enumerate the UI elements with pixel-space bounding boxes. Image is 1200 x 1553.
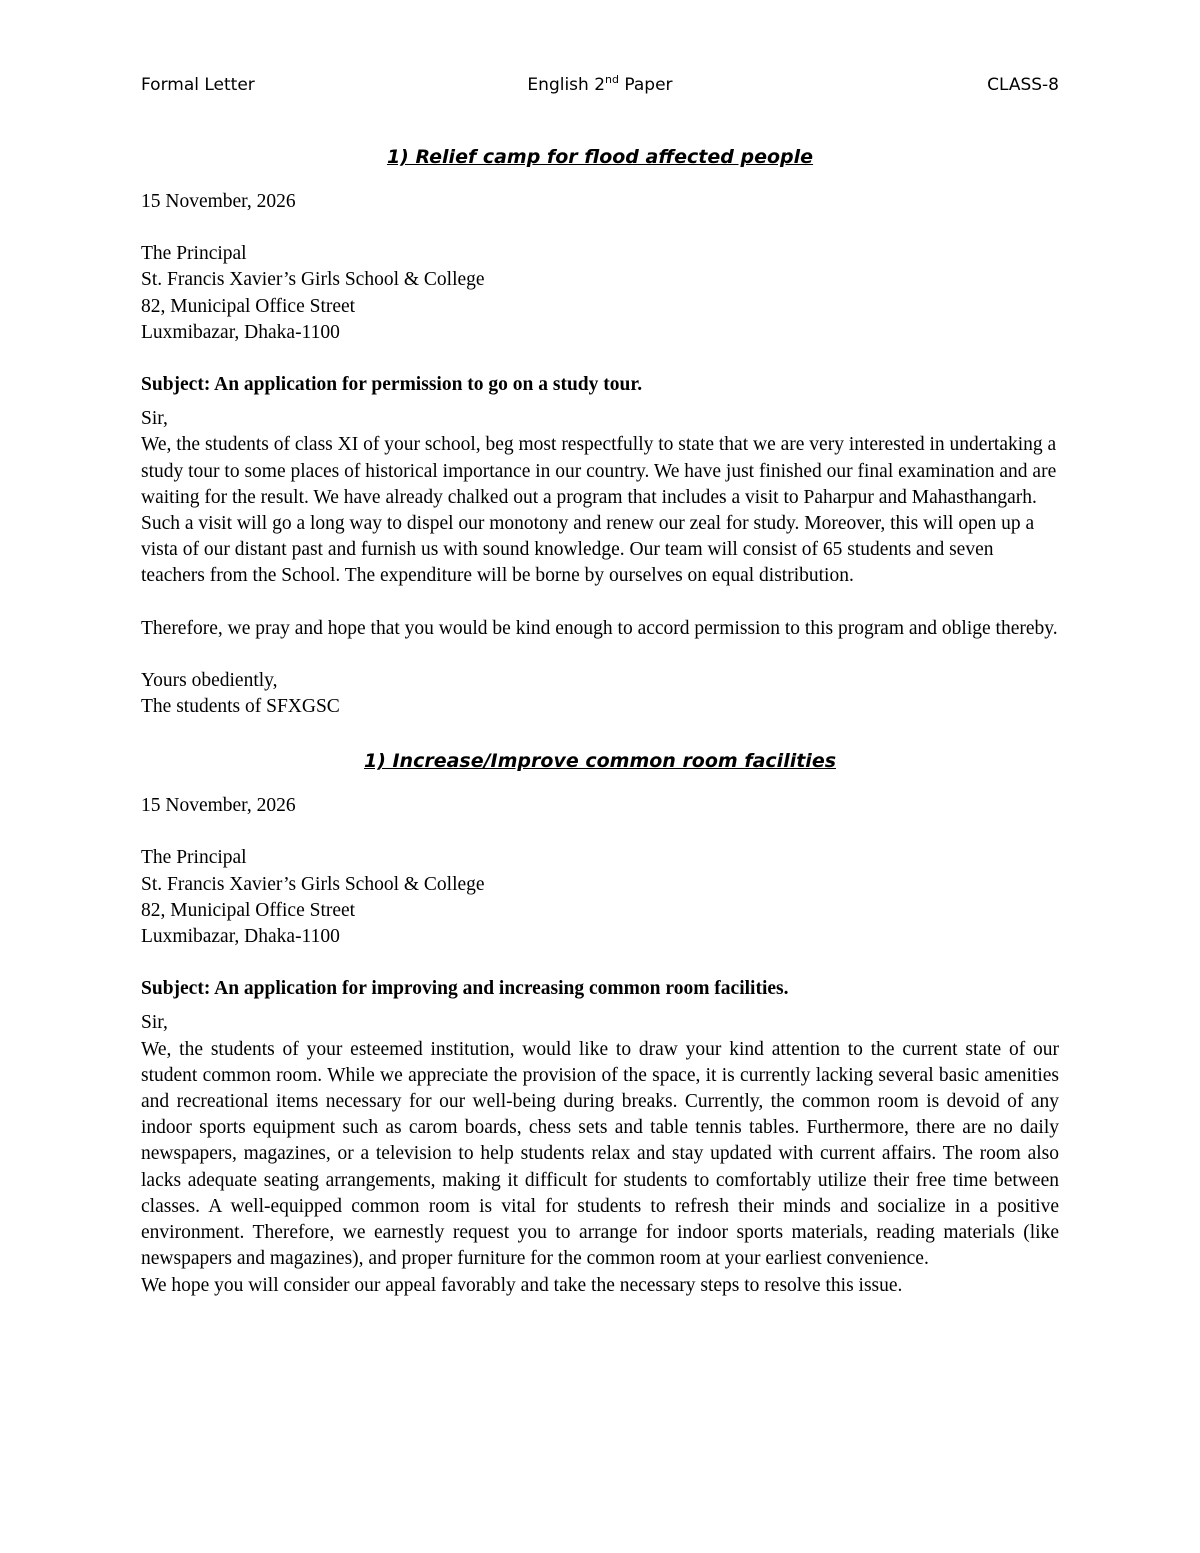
address-line: The Principal <box>141 243 247 265</box>
address-line: Luxmibazar, Dhaka-1100 <box>141 321 340 343</box>
letter-2-title: 1) Increase/Improve common room facilities <box>363 750 837 773</box>
signature: The students of SFXGSC <box>141 696 340 718</box>
document-content <box>141 143 1059 1299</box>
address-line: 82, Municipal Office Street <box>141 899 356 921</box>
subject-label: Subject: <box>141 374 211 396</box>
subject-label: Subject: <box>141 978 211 1000</box>
header-center-text: English 2 <box>527 75 606 95</box>
closing-phrase: Yours obediently, <box>141 669 278 691</box>
header-center-superscript: nd <box>605 73 619 86</box>
header-center <box>141 74 1059 96</box>
letter-2-salutation: Sir, <box>141 1012 168 1034</box>
address-line: 82, Municipal Office Street <box>141 295 356 317</box>
letter-1-salutation: Sir, <box>141 408 168 430</box>
address-line: St. Francis Xavier’s Girls School & College <box>141 269 485 291</box>
address-line: St. Francis Xavier’s Girls School & College <box>141 873 485 895</box>
letter-2-date: 15 November, 2026 <box>141 795 296 817</box>
letter-1 <box>141 143 1059 720</box>
header-center-suffix: Paper <box>619 75 673 95</box>
subject-text: An application for permission to go on a study tour. <box>210 374 643 396</box>
letter-2-subject <box>141 976 1059 1002</box>
letter-1-title: 1) Relief camp for flood affected people <box>386 146 814 168</box>
address-line: The Principal <box>141 847 247 869</box>
letter-2 <box>141 747 1059 1298</box>
header-right: CLASS-8 <box>987 75 1059 95</box>
letter-1-request: Therefore, we pray and hope that you would be kind enough to accord permission to this program and oblige thereby. <box>141 617 1058 639</box>
address-line: Luxmibazar, Dhaka-1100 <box>141 926 340 948</box>
letter-1-closing <box>141 668 1059 720</box>
letter-1-date: 15 November, 2026 <box>141 191 296 212</box>
letter-1-body: We, the students of class XI of your school, beg most respectfully to state that we are very interested in undertaking a study tour to some places of historical importance in our country. We have just finished our final examination and are waiting for the result. We have already chalked out a program that includes a visit to Paharpur and Mahasthangarh. Such a visit will go a long way to dispel our monotony and renew our zeal for study. Moreover, this will open up a vista of our distant past and furnish us with sound knowledge. Our team will consist of 65 students and seven teachers from the School. The expenditure will be borne by ourselves on equal distribution. <box>141 434 1057 587</box>
header-left: Formal Letter <box>141 75 255 95</box>
letter-1-address <box>141 241 1059 346</box>
subject-text: An application for improving and increasing common room facilities. <box>210 978 789 1000</box>
letter-2-body: We, the students of your esteemed institution, would like to draw your kind attention to the current state of our student common room. While we appreciate the provision of the space, it is currently lacking several basic amenities and recreational items necessary for our well-being during breaks. Currently, the common room is devoid of any indoor sports equipment such as carom boards, chess sets and table tennis tables. Furthermore, there are no daily newspapers, magazines, or a television to help students relax and stay updated with current affairs. The room also lacks adequate seating arrangements, making it difficult for students to comfortably utilize their free time between classes. A well-equipped common room is vital for students to refresh their minds and socialize in a positive environment. Therefore, we earnestly request you to arrange for indoor sports materials, reading materials (like newspapers and magazines), and proper furniture for the common room at your earliest convenience. <box>141 1038 1059 1270</box>
letter-1-subject <box>141 372 1059 398</box>
letter-2-address <box>141 845 1059 950</box>
letter-2-closing-line: We hope you will consider our appeal favorably and take the necessary steps to resolve this issue. <box>141 1274 903 1296</box>
